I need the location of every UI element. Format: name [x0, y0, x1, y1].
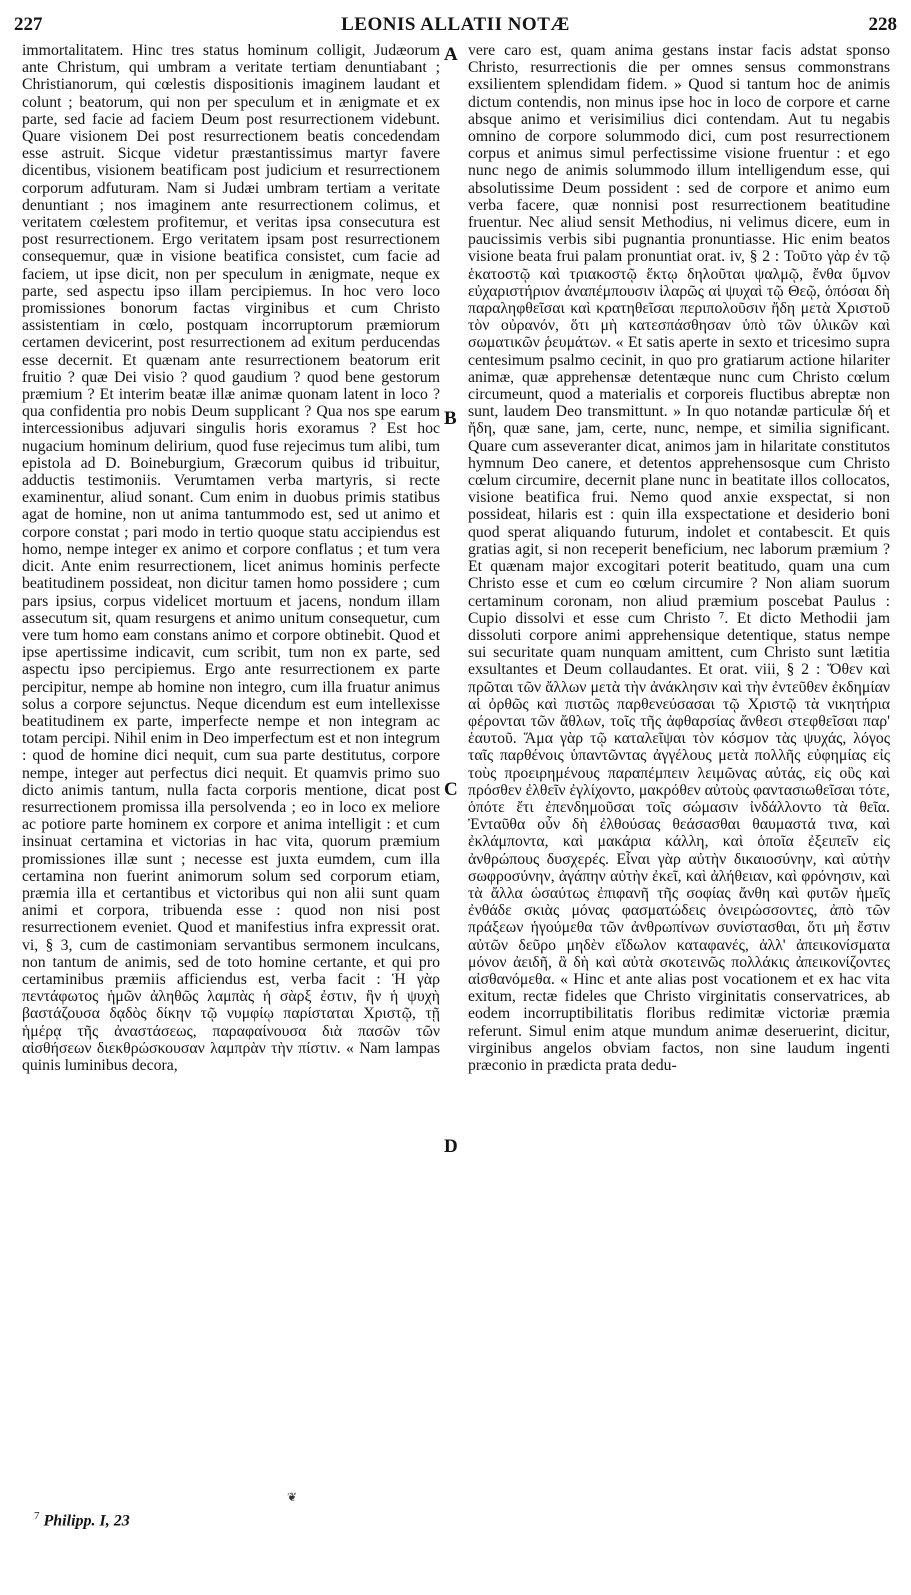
right-column: [468, 42, 890, 1467]
margin-marker-a: A: [444, 44, 458, 65]
right-page-number: 228: [868, 14, 897, 35]
margin-marker-b: B: [444, 408, 457, 429]
page-header: [14, 14, 897, 40]
right-column-text: vere caro est, quam anima gestans instar facis adstat sponso Christo, resurrectionis die per omnes sensus commonstrans exsilientem splendidam fidem. » Quod si tantum hoc de animis dictum contendis, non minus ipse hoc in loco de corpore et carne absque animo et verisimilius dici contendam. Aut tu negabis omnino de corpore solummodo dici, cum post resurrectionem corpus et animus simul perfectissime visione fruentur : et ego nunc nego de animis solummodo illum intelligendum esse, qui absolutissime Deum possident : sed de corpore et animo eum verba facere, quæ nonnisi post resurrectionem beatitudine fruentur. Nec aliud sensit Methodius, ni velimus dicere, eum in paucissimis verbis sibi pugnantia pronuntiasse. Hic enim beatos visione beata frui palam pronuntiat orat. iv, § 2 : Τοῦτο γὰρ ἐν τῷ ἑκατοστῷ καὶ τριακοστῷ ἕκτῳ δηλοῦται ψαλμῷ, ἔνθα ὕμνον εὐχαριστήριον ἀναπέμπουσιν ἱλαρῶς αἱ ψυχαὶ τῷ Θεῷ, ὁπόσαι δὴ παραληφθεῖσαι καὶ κρατηθεῖσαι περιπολοῦσιν ἤδη μετὰ Χριστοῦ τὸν οὐρανόν, ὅτι μὴ κατεσπάσθησαν ὑπὸ τῶν ὑλικῶν καὶ σωματικῶν ῥευμάτων. « Et satis aperte in sexto et tricesimo supra centesimum psalmo cecinit, in quo pro gratiarum actione hilariter animæ, quæ apprehensæ detentæque nunc cum Christo cœlum circumeunt, quod a materialis et corporeis fluctibus abreptæ non sunt, laudem Deo transmittunt. » In quo notandæ particulæ δή et ἤδη, quæ sane, jam, certe, nunc, nempe, et similia significant. Quare cum asseveranter dicat, animos jam in hilaritate constitutos hymnum Deo canere, et detentos apprehensosque cum Christo cœlum circumire, decernit plane nunc in beatitate illos collocatos, visione beatifica frui. Nemo quod anxie exspectat, si non possideat, hilaris est : quin illa exspectatione et desiderio boni quod sperat aliquando futurum, indolet et contabescit. Et quis gratias agit, si non receperit beneficium, nec laborum præmium ? Et quænam major excogitari poterit beatitudo, quam una cum Christo esse et cum eo cœlum circumire ? Non aliam suorum certaminum coronam, non aliud præmium poscebat Paulus : Cupio dissolvi et esse cum Christo ⁷. Et dicto Methodii jam dissoluti corpore animi apprehensique detentique, status nempe sui securitate quam nunquam amittent, cum Christo sunt lætitia exsultantes et Deum collaudantes. Et orat. viii, § 2 : Ὅθεν καὶ πρῶται τῶν ἄλλων μετὰ τὴν ἀνάκλησιν καὶ τὴν ἐντεῦθεν ἐκδημίαν αἱ ὀρθῶς καὶ πιστῶς παρθενεύσασαι τῷ Χριστῷ τὰ νικητήρια φέρονται τῶν ἄθλων, τοῖς τῆς ἀφθαρσίας ἄνθεσι στεφθεῖσαι παρ' ἑαυτοῦ. Ἅμα γὰρ τῷ καταλεῖψαι τὸν κόσμον τὰς ψυχάς, λόγος ταῖς παρθένοις ὑπαντῶντας ἀγγέλους μετὰ πολλῆς εὐφημίας εἰς τοὺς προειρημένους παραπέμπειν λειμῶνας αὐτάς, εἰς οὓς καὶ πρόσθεν ἐλθεῖν ἐγλίχοντο, μακρόθεν αὐτοὺς φαντασιωθεῖσαι τότε, ὁπότε ἔτι ἐπενδημοῦσαι τοῖς σώμασιν ἰνδάλλοντο τὰ θεῖα. Ἐνταῦθα οὖν δὴ ἐλθούσας θεάσασθαι θαυμαστά τινα, καὶ ἐκλάμποντα, καὶ μακάρια κάλλη, καὶ ὁποῖα ἐξειπεῖν εἰς ἀνθρώπους δυσχερές. Εἶναι γὰρ αὐτὴν δικαιοσύνην, καὶ αὐτὴν σωφροσύνην, ἀγάπην αὐτὴν ἐκεῖ, καὶ ἀλήθειαν, καὶ φρόνησιν, καὶ τὰ ἄλλα ὡσαύτως ἐπιφανῆ τῆς σοφίας ἄνθη καὶ φυτῶν ἡμεῖς ἐνθάδε σκιὰς μόνας φασματώδεις ὀνειρώσσοντες, ἀπὸ τῶν πράξεων ἡγούμεθα τῶν ἀνθρωπίνων συνίστασθαι, ὅτι μὴ ἔστιν αὐτῶν δεῦρο μηδὲν εἴδωλον καταφανές, ἀλλ' ἀπεικονίσματα μόνον ἀειδῆ, ἃ δὴ καὶ αὐτὰ σκοτεινῶς πολλάκις ἀπεικονίζοντες αἰσθανόμεθα. « Hinc et ante alias post vocationem et ex hac vita exitum, rectæ fideles que Christo virginitatis conservatrices, ab eodem incorruptibilitatis floribus redimitæ victoriæ præmia referunt. Simul enim atque mundum animæ deseruerint, dicitur, virginibus angelos obviam factos, non sine laudum ingenti præconio in prædicta prata dedu-: [468, 42, 890, 1074]
left-page-number: 227: [14, 14, 43, 35]
margin-marker-c: C: [444, 779, 458, 800]
left-column-text: immortalitatem. Hinc tres status hominum colligit, Judæorum ante Christum, qui umbram a veritate tertiam denuntiabant ; Christianorum, qui cœlestis dispositionis imaginem laudant et colunt ; beatorum, qui non per speculum et in ænigmate et ex parte, sed facie ad faciem Deum post resurrectionem videbunt. Quare visionem Dei post resurrectionem beatis concedendam esse astruit. Sicque videtur præstantissimus martyr favere dicentibus, visionem beatificam post judicium et resurrectionem corporum adfuturam. Nam si Judæi umbram tertiam a veritate denuntiant ; nos imaginem ante resurrectionem colimus, et veritatem cœlestem profitemur, et veritas ipsa consecutura est post resurrectionem. Ergo veritatem ipsam post resurrectionem consequemur, quæ in visione beatifica consistet, cum facie ad faciem, ut ipse dicit, non per speculum in ænigmate, neque ex parte, sed aspectu ipso illam percipiemus. In hoc vero loco promissiones bonorum factas virginibus et cum Christo assistentiam in cœlo, postquam incorruptorum præmiorum certamen devicerint, post resurrectionem ad exitum perducendas esse decernit. Et quænam ante resurrectionem beatorum erit fruitio ? quæ Dei visio ? quod gaudium ? quod bene gestorum præmium ? Et interim beatæ illæ animæ quonam latent in loco ? qua confidentia pro nobis Deum supplicant ? Qua nos spe earum intercessionibus adjuvari singulis horis exoramus ? Est hoc nugacium hominum delirium, quod fuse rejecimus tum alibi, tum epistola ad D. Boineburgium, Græcorum quibus id tribuitur, adductis testimoniis. Verumtamen verba martyris, si recte examinentur, aliud sonant. Cum enim in duobus primis statibus agat de homine, non ut anima tantummodo est, sed ut animo et corpore constat ; pari modo in tertio quoque statu accipiendus est homo, nempe integer ex animo et corpore conflatus ; et tum vera dicit. Ante enim resurrectionem, licet animus hominis perfecte beatitudinem possideat, non dicitur tamen homo possidere ; cum pars ipsius, corpus videlicet mortuum et jacens, nondum illam assecutum sit, quam resurgens et animo unitum consequetur, cum vere tum homo eam constans animo et corpore obtinebit. Quod et ipse apertissime indicavit, cum scribit, tum non ex parte, sed aspectu ipso percipiemus. Ergo ante resurrectionem ex parte percipitur, nempe ab homine non integro, cum illa fruatur animus solus a corpore sejunctus. Neque dicendum est eum intellexisse beatitudinem ex parte, imperfecte nempe et non integram ac totam percipi. Nihil enim in Deo imperfectum est et non integrum : quod de homine dici nequit, cum sua parte destitutus, corpore nempe, integer aut perfectus dici nequit. Et quamvis primo suo dicto animis tantum, nulla facta corporis mentione, dicat post resurrectionem promissa illa persolvenda ; eo in loco ex meliore ac potiore parte hominem ex corpore et anima intelligit : et cum insinuat certamina et victorias in hac vita, quorum præmium promissiones illæ sunt ; necesse est juxta eumdem, cum illa certamina non fuerint animorum solum sed corporum etiam, præmia illa et certantibus et victoribus qui non alii sunt quam animi et corpora, tribuenda esse : quod non nisi post resurrectionem eveniet. Quod et manifestius infra expressit orat. vi, § 3, cum de castimoniam servantibus sermonem inculcans, non tantum de animis, sed de toto homine certante, et qui pro certaminibus præmiis afficiendus est, verba facit : Ἡ γὰρ πεντάφωτος ἡμῶν ἀληθῶς λαμπὰς ἡ σὰρξ ἐστιν, ἣν ἡ ψυχὴ βαστάζουσα δᾳδὸς δίκην τῷ νυμφίῳ παρίσταται Χριστῷ, τῇ ἡμέρᾳ τῆς ἀναστάσεως, παραφαίνουσα διὰ πασῶν τῶν αἰσθήσεων διεκθρώσκουσαν λαμπρὰν τὴν πίστιν. « Nam lampas quinis luminibus decora,: [22, 42, 440, 1074]
left-column: [22, 42, 440, 1467]
footnote-reference: Philipp. I, 23: [43, 1512, 130, 1530]
margin-marker-d: D: [444, 1136, 458, 1157]
running-title: LEONIS ALLATII NOTÆ: [341, 14, 570, 35]
footnote-number: 7: [34, 1510, 40, 1522]
footnote: [34, 1510, 130, 1530]
ornament: ❦: [287, 1490, 298, 1504]
